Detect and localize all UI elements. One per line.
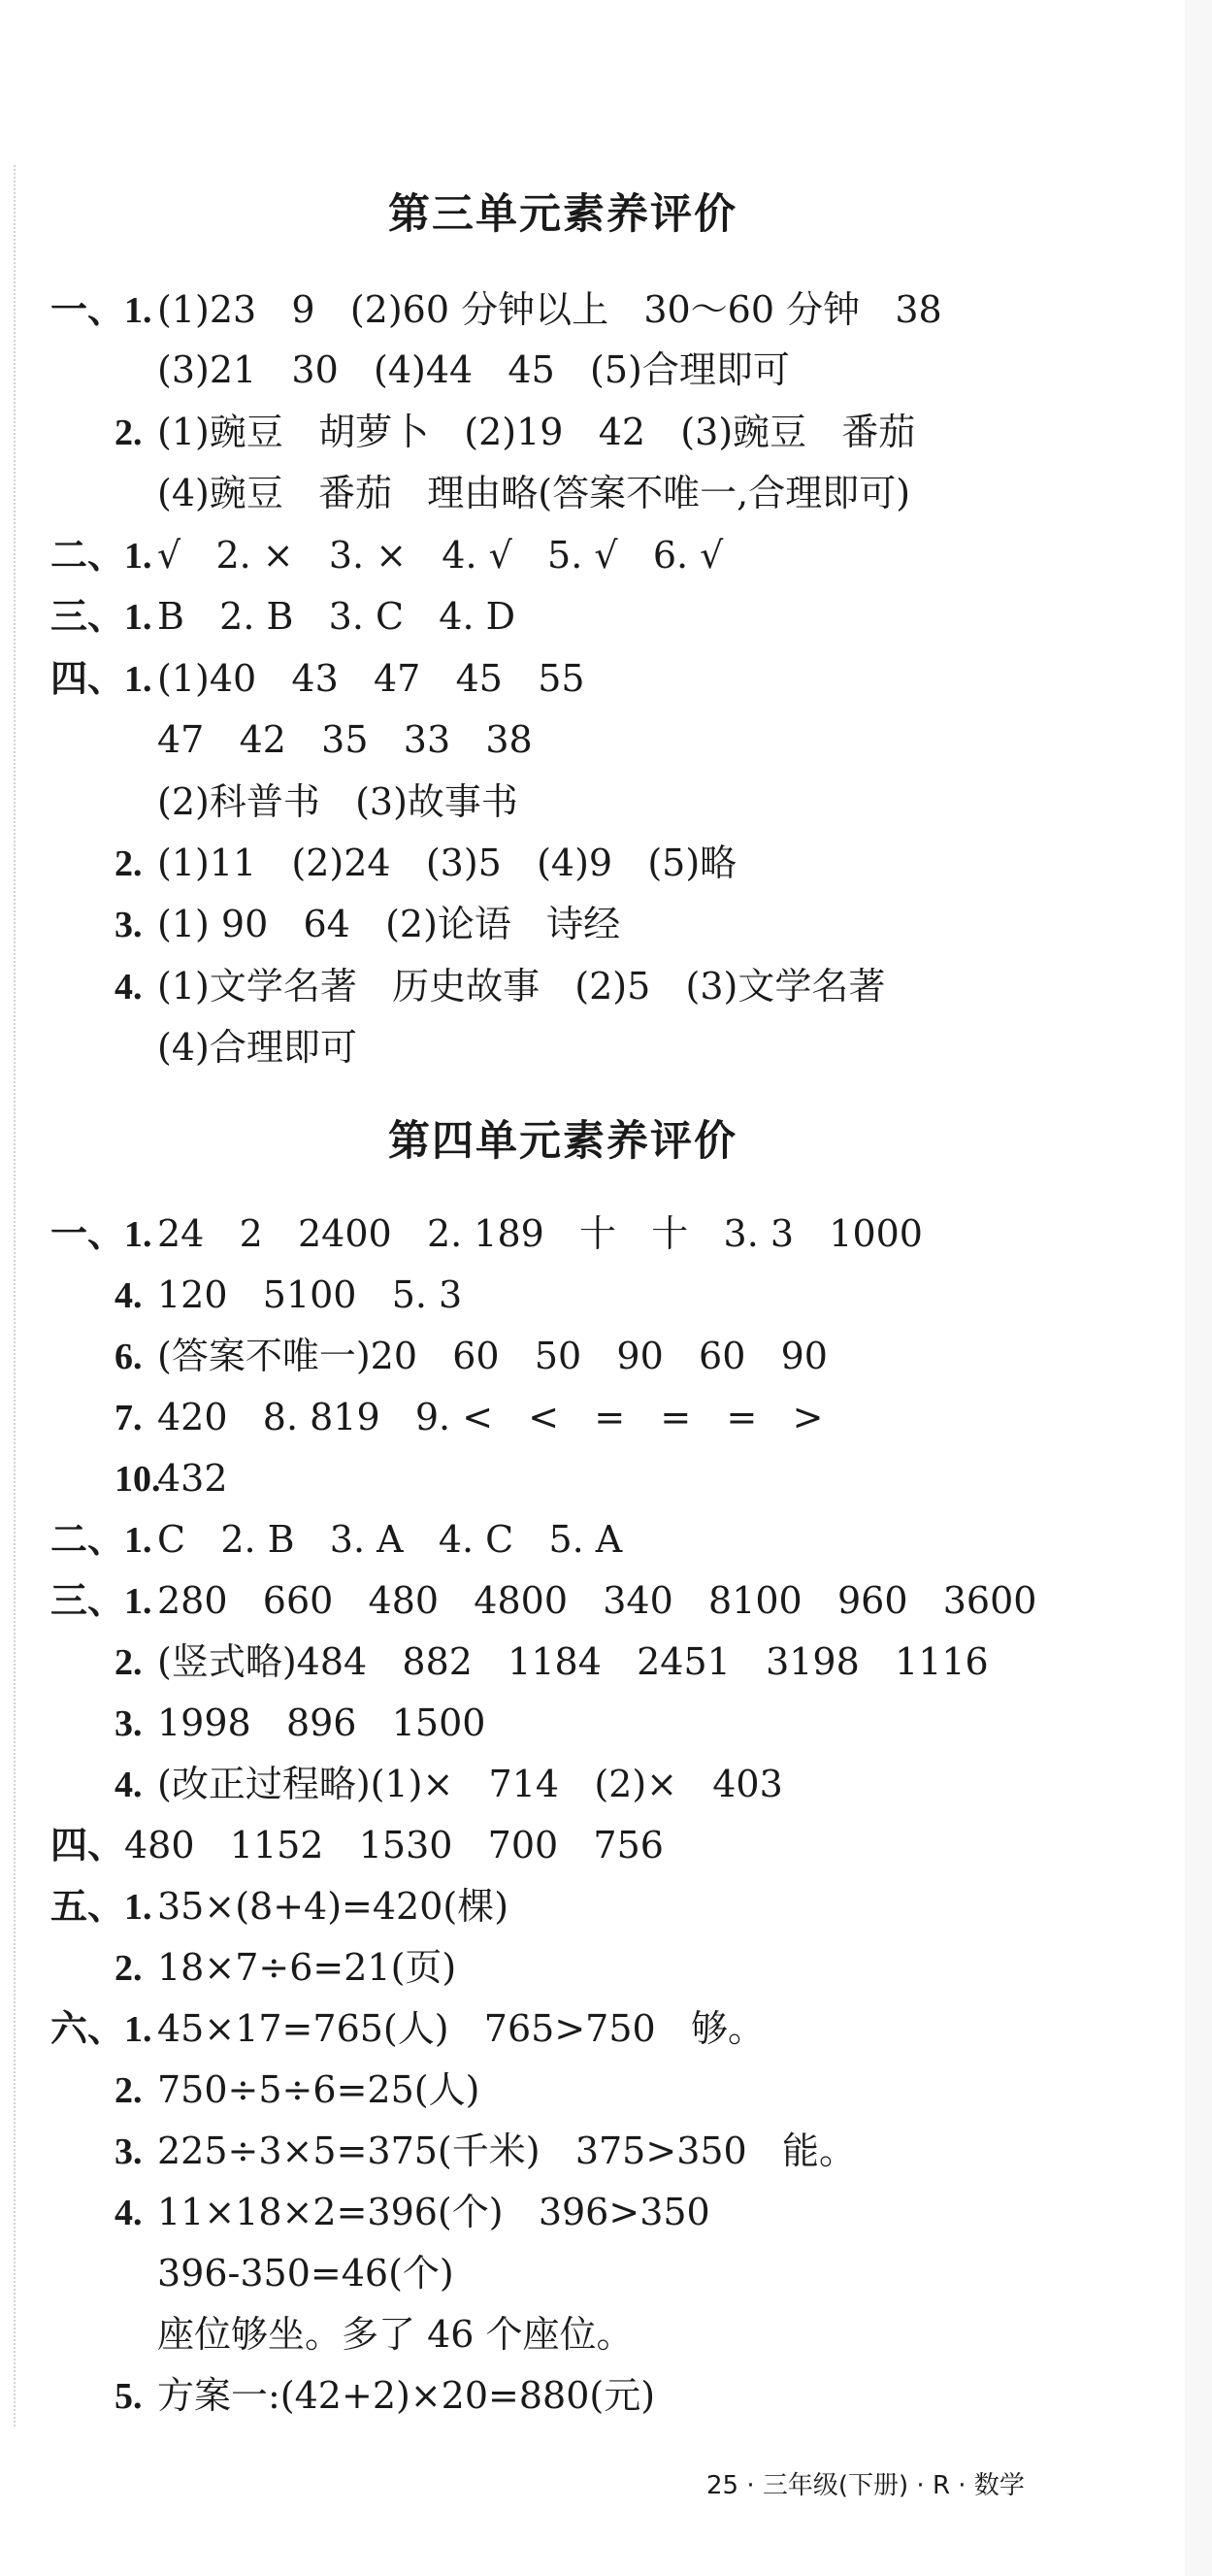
- s3-line-10-num: 2.: [115, 843, 143, 884]
- s3-line-6: [50, 595, 516, 644]
- s4-line-6-num: 二、1.: [50, 1520, 152, 1561]
- s4-line-15-text: 750÷5÷6=25(人): [157, 2068, 480, 2111]
- s3-line-13: [157, 1026, 357, 1075]
- s3-line-11-text: (1) 90 64 (2)论语 诗经: [157, 903, 621, 945]
- s4-line-15: [115, 2068, 480, 2118]
- s4-line-7-num: 三、1.: [50, 1581, 152, 1622]
- s4-line-17-text: 11×18×2=396(个) 396>350: [157, 2191, 710, 2233]
- s4-line-5-text: 432: [157, 1457, 228, 1500]
- s3-line-2: [157, 348, 790, 398]
- s4-line-12: [50, 1885, 509, 1934]
- s4-line-20-num: 5.: [115, 2376, 143, 2417]
- s4-line-11-num: 四、: [50, 1826, 125, 1866]
- section3-title: 第三单元素养评价: [388, 190, 737, 239]
- s3-line-12-text: (1)文学名著 历史故事 (2)5 (3)文学名著: [157, 965, 886, 1007]
- s4-line-20-text: 方案一:(42+2)×20=880(元): [157, 2374, 656, 2417]
- s4-line-6-text: C 2. B 3. A 4. C 5. A: [157, 1518, 623, 1561]
- s3-line-11: [115, 903, 621, 952]
- s4-line-1-text: 24 2 2400 2. 189 十 十 3. 3 1000: [157, 1212, 923, 1255]
- s4-line-19: [157, 2313, 634, 2362]
- s4-line-3-text: (答案不唯一)20 60 50 90 60 90: [157, 1335, 828, 1377]
- s4-line-14-text: 45×17=765(人) 765>750 够。: [157, 2007, 765, 2050]
- s3-line-2-text: (3)21 30 (4)44 45 (5)合理即可: [157, 348, 790, 391]
- s4-line-4: [115, 1396, 824, 1445]
- s3-line-3-num: 2.: [115, 413, 143, 453]
- s4-line-13-num: 2.: [115, 1948, 143, 1989]
- s4-line-7-text: 280 660 480 4800 340 8100 960 3600: [157, 1579, 1037, 1622]
- s3-line-10-text: (1)11 (2)24 (3)5 (4)9 (5)略: [157, 842, 737, 884]
- section4-title: 第四单元素养评价: [388, 1117, 737, 1166]
- s3-line-10: [115, 844, 737, 891]
- s4-line-3-num: 6.: [115, 1337, 143, 1377]
- s4-line-2: [115, 1273, 463, 1323]
- s3-line-1: [50, 288, 942, 338]
- s4-line-7: [50, 1579, 1037, 1629]
- s4-line-16: [115, 2132, 856, 2179]
- s4-line-12-num: 五、1.: [50, 1887, 152, 1928]
- s3-line-6-text: B 2. B 3. C 4. D: [157, 595, 516, 638]
- s4-line-14: [50, 2007, 765, 2057]
- s4-line-10: [115, 1763, 783, 1812]
- s3-line-1-num: 一、1.: [50, 290, 152, 331]
- s4-line-11: [50, 1824, 664, 1873]
- s4-line-11-text: 480 1152 1530 700 756: [124, 1824, 664, 1866]
- s4-line-20: [115, 2374, 656, 2424]
- s4-line-15-num: 2.: [115, 2070, 143, 2111]
- s4-line-8-num: 2.: [115, 1642, 143, 1683]
- s4-line-10-text: (改正过程略)(1)× 714 (2)× 403: [157, 1763, 783, 1805]
- s4-line-10-num: 4.: [115, 1765, 143, 1805]
- s4-line-8: [115, 1640, 989, 1690]
- s3-line-4: [157, 472, 911, 521]
- s3-line-3-text: (1)豌豆 胡萝卜 (2)19 42 (3)豌豆 番茄: [157, 411, 916, 453]
- s3-line-4-text: (4)豌豆 番茄 理由略(答案不唯一,合理即可): [157, 472, 911, 514]
- s4-line-8-text: (竖式略)484 882 1184 2451 3198 1116: [157, 1640, 989, 1683]
- s4-line-1: [50, 1212, 923, 1262]
- s3-line-5-num: 二、1.: [50, 536, 152, 577]
- page-footer: 25 · 三年级(下册) · R · 数学: [706, 2471, 1025, 2500]
- s3-line-13-text: (4)合理即可: [157, 1026, 357, 1069]
- s4-line-2-num: 4.: [115, 1275, 143, 1316]
- s4-line-19-text: 座位够坐。多了 46 个座位。: [157, 2313, 634, 2356]
- s3-line-9-text: (2)科普书 (3)故事书: [157, 780, 518, 823]
- s4-line-12-text: 35×(8+4)=420(棵): [157, 1885, 509, 1928]
- s4-line-13-text: 18×7÷6=21(页): [157, 1946, 457, 1989]
- s4-line-3: [115, 1335, 828, 1384]
- s3-line-8-text: 47 42 35 33 38: [157, 718, 533, 761]
- s3-line-7-text: (1)40 43 47 45 55: [157, 657, 585, 700]
- s3-line-6-num: 三、1.: [50, 597, 152, 638]
- page-edge: [1185, 0, 1212, 2576]
- s4-line-5: [115, 1457, 228, 1506]
- margin-rule: [14, 165, 16, 2427]
- s4-line-13: [115, 1946, 457, 1996]
- s3-line-12-num: 4.: [115, 967, 143, 1007]
- s4-line-18: [157, 2252, 454, 2301]
- s3-line-9: [157, 780, 518, 830]
- s4-line-2-text: 120 5100 5. 3: [157, 1273, 463, 1316]
- s4-line-9-text: 1998 896 1500: [157, 1701, 486, 1744]
- s4-line-6: [50, 1518, 623, 1568]
- s3-line-7-num: 四、1.: [50, 659, 152, 700]
- s3-line-1-text: (1)23 9 (2)60 分钟以上 30～60 分钟 38: [157, 288, 942, 331]
- s3-line-12: [115, 965, 886, 1014]
- s4-line-4-text: 420 8. 819 9. < < = = = >: [157, 1396, 824, 1438]
- s4-line-5-num: 10.: [115, 1459, 161, 1500]
- s3-line-7: [50, 657, 585, 707]
- s4-line-17-num: 4.: [115, 2193, 143, 2233]
- s4-line-16-text: 225÷3×5=375(千米) 375>350 能。: [157, 2130, 856, 2172]
- s3-line-11-num: 3.: [115, 905, 143, 945]
- s4-line-1-num: 一、1.: [50, 1214, 152, 1255]
- s4-line-16-num: 3.: [115, 2131, 143, 2172]
- s3-line-5: [50, 534, 724, 583]
- s4-line-4-num: 7.: [115, 1398, 143, 1438]
- s4-line-17: [115, 2191, 710, 2240]
- s3-line-5-text: √ 2. × 3. × 4. √ 5. √ 6. √: [157, 534, 724, 577]
- s4-line-9: [115, 1701, 486, 1751]
- s3-line-8: [157, 718, 533, 768]
- s4-line-18-text: 396-350=46(个): [157, 2252, 454, 2295]
- s4-line-14-num: 六、1.: [50, 2009, 152, 2050]
- s3-line-3: [115, 413, 915, 460]
- s4-line-9-num: 3.: [115, 1703, 143, 1744]
